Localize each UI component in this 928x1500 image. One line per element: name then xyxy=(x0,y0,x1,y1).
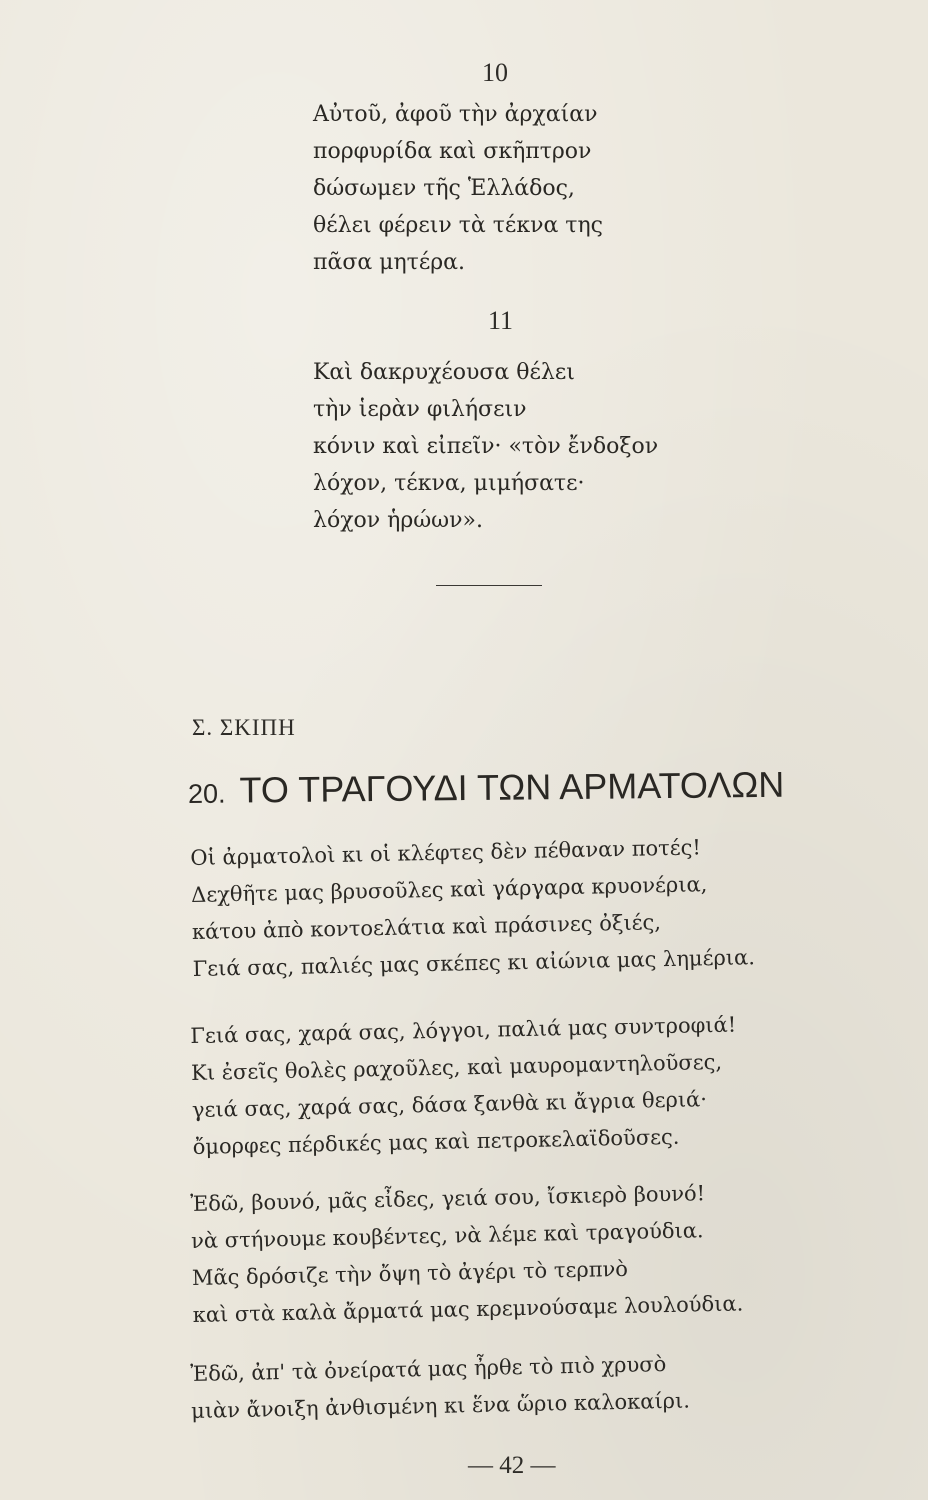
verse-line: Αὐτοῦ, ἀφοῦ τὴν ἀρχαίαν xyxy=(313,102,598,127)
poem-line: Γειά σας, χαρά σας, λόγγοι, παλιά μας συντροφιά! xyxy=(190,1012,737,1048)
poem-stanza xyxy=(190,828,755,988)
section-divider xyxy=(436,585,542,586)
verse-line: κόνιν καὶ εἰπεῖν· «τὸν ἔνδοξον xyxy=(313,434,659,459)
poem-stanza xyxy=(190,1346,690,1430)
verse-line: θέλει φέρειν τὰ τέκνα της xyxy=(313,213,603,238)
poem-line: κάτου ἀπὸ κοντοελάτια καὶ πράσινες ὀξιές, xyxy=(191,910,662,944)
poem-number: 20. xyxy=(187,778,226,809)
verse-line: Καὶ δακρυχέουσα θέλει xyxy=(313,360,575,385)
stanza-10 xyxy=(313,96,603,281)
author-name: Σ. ΣΚΙΠΗ xyxy=(192,715,296,740)
verse-line: πορφυρίδα καὶ σκῆπτρον xyxy=(313,139,592,164)
poem-line: Δεχθῆτε μας βρυσοῦλες καὶ γάργαρα κρυονέρια, xyxy=(190,872,708,907)
poem-line: νὰ στήνουμε κουβέντες, νὰ λέμε καὶ τραγούδια. xyxy=(190,1218,704,1253)
poem-line: καὶ στὰ καλὰ ἄρματά μας κρεμνούσαμε λουλούδια. xyxy=(192,1291,744,1327)
poem-line: Κι ἐσεῖς θολὲς ραχοῦλες, καὶ μαυρομαντηλοῦσες, xyxy=(190,1049,723,1085)
page-number: — 42 — xyxy=(468,1452,556,1479)
verse-line: λόχον ἡρώων». xyxy=(313,508,483,533)
stanza-11 xyxy=(313,354,658,539)
poem-line: γειά σας, χαρά σας, δάσα ξανθὰ κι ἄγρια θεριά· xyxy=(191,1087,708,1122)
stanza-number: 10 xyxy=(482,58,508,87)
poem-stanza xyxy=(190,1007,739,1166)
verse-line: δώσωμεν τῆς Ἑλλάδος, xyxy=(313,176,575,201)
poem-line: Ἐδῶ, βουνό, μᾶς εἶδες, γειά σου, ἴσκιερὸ βουνό! xyxy=(190,1181,706,1216)
verse-line: πᾶσα μητέρα. xyxy=(313,250,466,275)
verse-line: λόχον, τέκνα, μιμήσατε· xyxy=(313,471,585,496)
verse-line: τὴν ἱερὰν φιλήσειν xyxy=(313,397,527,422)
poem-title xyxy=(188,764,785,812)
poem-line: Ἐδῶ, ἀπ' τὰ ὀνείρατά μας ἦρθε τὸ πιὸ χρυσὸ xyxy=(190,1352,667,1386)
poem-stanza xyxy=(190,1174,744,1333)
poem-line: μιὰν ἄνοιξη ἀνθισμένη κι ἕνα ὥριο καλοκαίρι. xyxy=(190,1388,691,1423)
poem-title-text: ΤΟ ΤΡΑΓΟΥΔΙ ΤΩΝ ΑΡΜΑΤΟΛΩΝ xyxy=(239,763,785,811)
poem-line: ὄμορφες πέρδικές μας καὶ πετροκελαϊδοῦσες. xyxy=(192,1124,680,1159)
stanza-number: 11 xyxy=(488,306,514,335)
poem-line: Οἱ ἀρματολοὶ κι οἱ κλέφτες δὲν πέθαναν ποτές! xyxy=(190,835,702,870)
poem-line: Γειά σας, παλιές μας σκέπες κι αἰώνια μας λημέρια. xyxy=(192,945,756,981)
poem-line: Μᾶς δρόσιζε τὴν ὄψη τὸ ἀγέρι τὸ τερπνὸ xyxy=(191,1256,629,1290)
